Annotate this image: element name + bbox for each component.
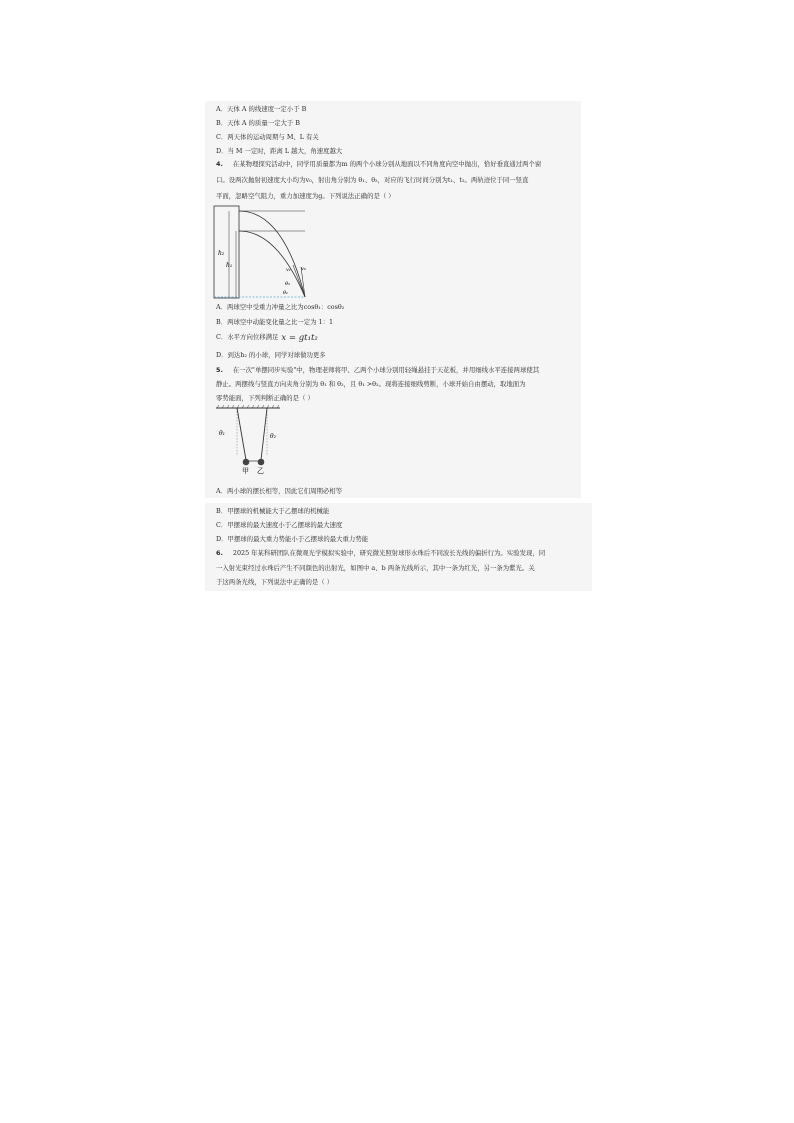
h1-label: h₁	[226, 262, 233, 269]
projectile-figure	[213, 205, 313, 299]
theta1-label: θ₁	[283, 290, 289, 296]
theta2-label: θ₂	[285, 281, 291, 287]
q5-stem-line-3: 零势能面，下列判断正确的是（ ）	[216, 394, 314, 402]
q5-stem-line-2: 静止。两摆线与竖直方向夹角分别为 θ₁ 和 θ₂，且 θ₁ >θ₂。现将连接细线剪断，小球开始自由摆动，取地面为	[216, 380, 526, 388]
q4-stem-line-1	[216, 160, 575, 168]
q3-option-c: C．两天体的运动周期与 M、L 有关	[216, 133, 319, 141]
q4-option-c-formula: x = gt₁t₂	[281, 333, 318, 342]
ball-yi-label: 乙	[257, 467, 264, 475]
q5-option-d: D．甲摆球的最大重力势能小于乙摆球的最大重力势能	[216, 535, 369, 543]
q4-stem-line-3: 平面，忽略空气阻力，重力加速度为g。下列说法正确的是（ ）	[216, 192, 395, 200]
q4-number: 4.	[216, 160, 223, 168]
question-block-upper	[205, 101, 581, 498]
h2-label: h₂	[218, 250, 225, 257]
q6-stem-line-3: 于这两条光线，下列说法中正确的是（ ）	[216, 578, 334, 586]
ball-jia-label: 甲	[242, 467, 249, 475]
q3-option-b: B．天体 A 的质量一定大于 B	[216, 119, 301, 127]
string-yi	[261, 408, 267, 460]
q3-option-a: A．天体 A 的线速度一定小于 B	[216, 105, 307, 113]
q6-stem-text-1: 2025 年某科研团队在微观光学模拟实验中，研究微光照射球形水珠后不同波长光线的偏折行为。实验发现，同	[232, 549, 546, 557]
q5-option-b: B．甲摆球的机械能大于乙摆球的机械能	[216, 507, 330, 515]
q5-stem-line-1	[216, 366, 575, 374]
v1-label: v₁	[286, 267, 291, 273]
string-jia	[237, 408, 246, 460]
trajectory-low	[239, 231, 305, 297]
q4-option-c: C．水平方向位移满足	[216, 333, 279, 341]
q5-stem-text-1: 在一次"单摆同步实验"中，物理老师将甲、乙两个小球分别用轻绳悬挂于天花板，并用细线水平连接两球使其	[232, 366, 540, 374]
q3-option-d: D．当 M 一定时，距离 L 越大，角速度越大	[216, 147, 343, 155]
q6-number: 6.	[216, 549, 223, 557]
theta2-label: θ₂	[270, 433, 277, 440]
q5-number: 5.	[216, 366, 223, 374]
q4-option-c-line	[216, 333, 575, 342]
q6-stem-line-2: 一入射光束经过水珠后产生不同颜色的出射光，如图中 a、b 两条光线所示，其中一条为红光，另一条为紫光。关	[216, 564, 535, 572]
q5-option-c: C．甲摆球的最大速度小于乙摆球的最大速度	[216, 521, 343, 529]
v0-label: v₀	[301, 266, 306, 272]
trajectory-high	[239, 211, 305, 297]
q6-stem-line-1	[216, 549, 586, 557]
q4-option-d: D．到达h₂ 的小球，同学对球做功更多	[216, 351, 326, 359]
q4-option-a: A．两球空中受重力冲量之比为cosθ₁：cosθ₂	[216, 303, 345, 311]
ball-jia	[243, 459, 250, 466]
q4-stem-line-2: 口。设两次抛射初速度大小均为v₀，射出角分别为 θ₁、θ₂，对应的飞行时间分别为t₁、t₂。两轨迹位于同一竖直	[216, 176, 529, 184]
theta1-label: θ₁	[219, 430, 226, 437]
pendulum-figure	[213, 405, 283, 475]
q4-stem-text-1: 在某物理探究活动中，同学用质量都为m 的两个小球分别从地面以不同角度向空中抛出，恰好垂直通过两个窗	[232, 160, 542, 168]
q5-option-a: A．两小球的摆长相等，因此它们周期必相等	[216, 487, 343, 495]
ball-yi	[258, 459, 265, 466]
q4-option-b: B．两球空中动能变化量之比一定为 1：1	[216, 318, 334, 326]
question-block-lower	[205, 503, 592, 591]
